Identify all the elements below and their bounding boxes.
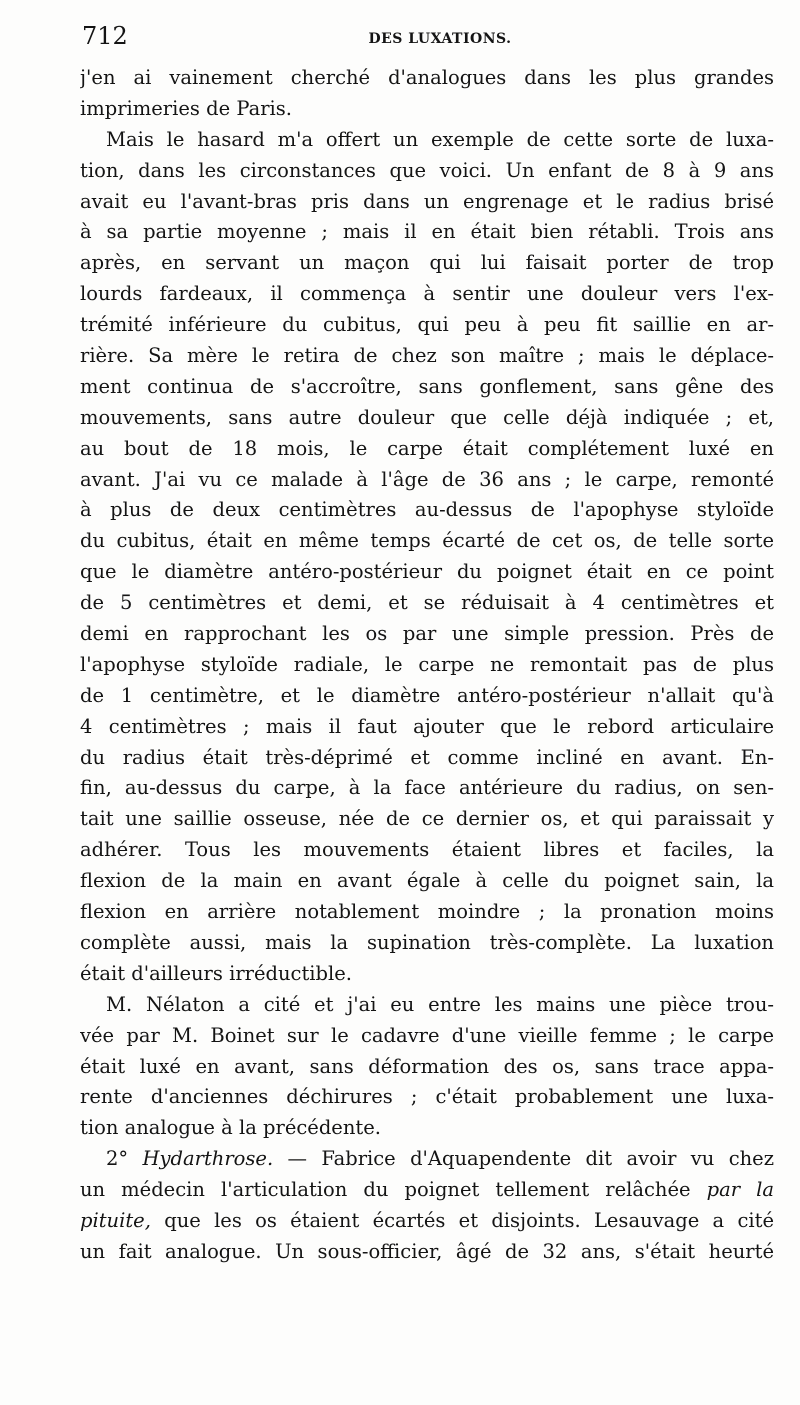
text-line: adhérer. Tous les mouvements étaient libres et faciles, la	[80, 838, 774, 862]
italic-phrase: par la	[706, 1178, 774, 1202]
text-run: un médecin l'articulation du poignet tellement relâchée	[80, 1178, 707, 1202]
text-line: fin, au-dessus du carpe, à la face antérieure du radius, on sen-	[80, 776, 774, 800]
running-title: DES LUXATIONS.	[368, 31, 512, 47]
text-line: imprimeries de Paris.	[80, 96, 292, 120]
text-line: après, en servant un maçon qui lui faisait porter de trop	[80, 251, 774, 275]
text-line: complète aussi, mais la supination très-complète. La luxation	[80, 930, 774, 954]
text-line: tait une saillie osseuse, née de ce dernier os, et qui paraissait y	[80, 807, 774, 831]
text-line: rière. Sa mère le retira de chez son maître ; mais le déplace-	[80, 344, 774, 368]
text-line: ment continua de s'accroître, sans gonflement, sans gêne des	[80, 374, 774, 398]
text-line: au bout de 18 mois, le carpe était complétement luxé en	[80, 436, 774, 460]
text-line: vée par M. Boinet sur le cadavre d'une vieille femme ; le carpe	[80, 1023, 774, 1047]
text-line: l'apophyse styloïde radiale, le carpe ne remontait pas de plus	[80, 652, 774, 676]
text-line: 4 centimètres ; mais il faut ajouter que le rebord articulaire	[80, 714, 774, 738]
text-line: j'en ai vainement cherché d'analogues dans les plus grandes	[80, 66, 774, 89]
text-line: flexion de la main en avant égale à celle du poignet sain, la	[80, 869, 774, 893]
text-line	[80, 1175, 774, 1206]
text-line: mouvements, sans autre douleur que celle déjà indiquée ; et,	[80, 405, 774, 429]
text-line: était d'ailleurs irréductible.	[80, 961, 352, 985]
page-number: 712	[82, 22, 128, 50]
text-line: du radius était très-déprimé et comme incliné en avant. En-	[80, 745, 774, 769]
text-line: rente d'anciennes déchirures ; c'était probablement une luxa-	[80, 1085, 774, 1109]
text-line	[80, 1144, 774, 1175]
text-line: de 1 centimètre, et le diamètre antéro-postérieur n'allait qu'à	[80, 683, 774, 707]
text-line: M. Nélaton a cité et j'ai eu entre les mains une pièce trou-	[106, 992, 774, 1016]
text-line: trémité inférieure du cubitus, qui peu à peu fit saillie en ar-	[80, 313, 774, 337]
italic-phrase: pituite,	[80, 1208, 151, 1232]
text-line: était luxé en avant, sans déformation des os, sans trace appa-	[80, 1054, 774, 1078]
section-number: 2°	[106, 1147, 143, 1171]
text-line: que le diamètre antéro-postérieur du poignet était en ce point	[80, 560, 774, 584]
text-line: avait eu l'avant-bras pris dans un engrenage et le radius brisé	[80, 189, 774, 213]
text-line	[80, 1206, 774, 1237]
section-heading-hydarthrose: Hydarthrose.	[142, 1147, 274, 1171]
text-run: — Fabrice d'Aquapendente dit avoir vu chez	[273, 1147, 774, 1171]
text-line: tion, dans les circonstances que voici. Un enfant de 8 à 9 ans	[80, 158, 774, 182]
text-line: demi en rapprochant les os par une simple pression. Près de	[80, 622, 774, 646]
text-line: lourds fardeaux, il commença à sentir une douleur vers l'ex-	[80, 282, 774, 306]
text-line: tion analogue à la précédente.	[80, 1116, 381, 1140]
text-line: du cubitus, était en même temps écarté de cet os, de telle sorte	[80, 529, 774, 553]
text-line: un fait analogue. Un sous-officier, âgé de 32 ans, s'était heurté	[80, 1239, 774, 1263]
text-line: Mais le hasard m'a offert un exemple de cette sorte de luxa-	[106, 127, 774, 151]
page-body-text	[80, 63, 774, 1268]
running-head	[0, 20, 800, 56]
text-line: à sa partie moyenne ; mais il en était bien rétabli. Trois ans	[80, 220, 774, 244]
text-line: avant. J'ai vu ce malade à l'âge de 36 ans ; le carpe, remonté	[80, 467, 774, 491]
text-line: de 5 centimètres et demi, et se réduisait à 4 centimètres et	[80, 591, 774, 615]
text-line: flexion en arrière notablement moindre ; la pronation moins	[80, 900, 774, 924]
text-run: que les os étaient écartés et disjoints. Lesauvage a cité	[150, 1208, 774, 1232]
text-line: à plus de deux centimètres au-dessus de l'apophyse styloïde	[80, 498, 774, 522]
